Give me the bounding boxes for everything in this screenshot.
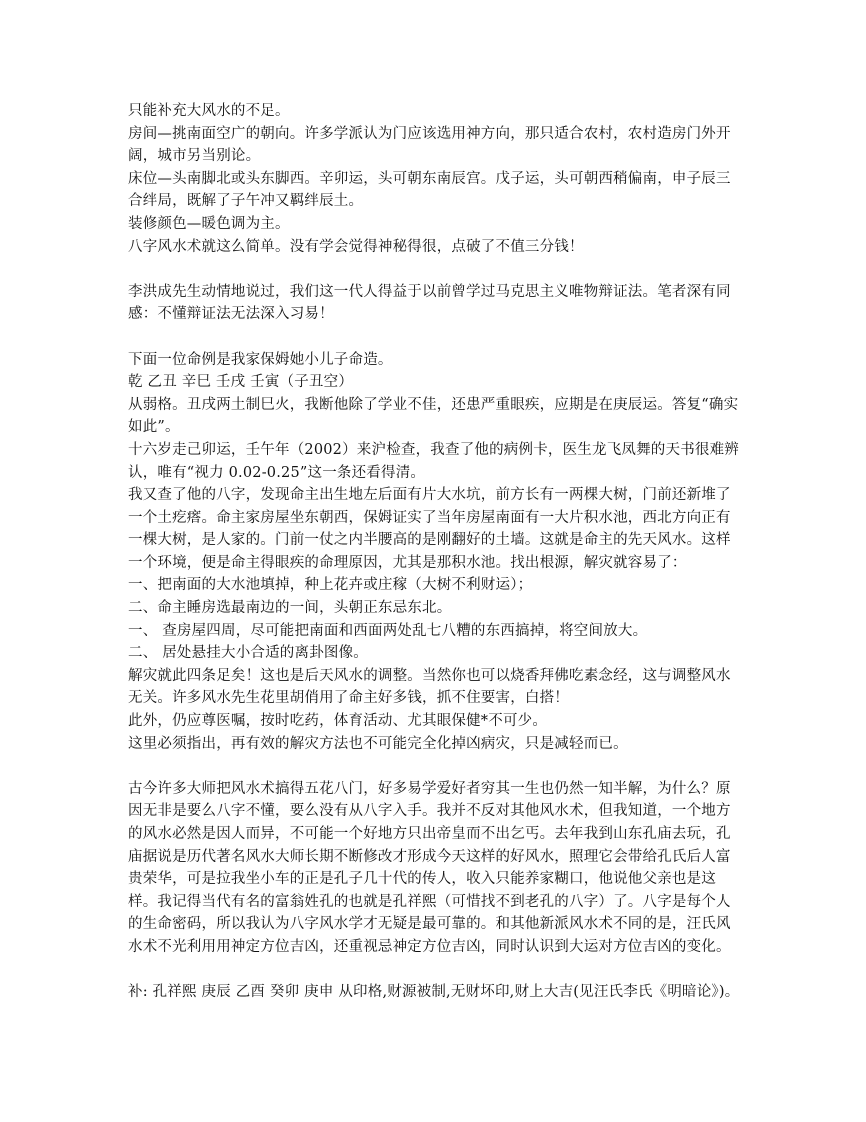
list-item: 一、把南面的大水池填掉，种上花卉或庄稼（大树不利财运）； <box>128 577 533 594</box>
paragraph: 此外，仍应尊医嘱，按时吃药，体育活动、尤其眼保健*不可少。 <box>128 713 548 730</box>
paragraph: 我又查了他的八字，发现命主出生地左后面有片大水坑，前方长有一两棵大树，门前还新堆了一个土疙瘩。命主家房屋坐东朝西，保姆证实了当年房屋南面有一大片积水池，西北方向正有一棵大树，是人家的。门前一仗之内半腰高的是刚翻好的土墙。这就是命主的先天风水。这样一个环境，便是命主得眼疾的命理原因，尤其是那积水池。找出根源，解灾就容易了： <box>128 487 731 571</box>
document-page <box>128 100 744 1004</box>
paragraph: 八字风水术就这么简单。没有学会觉得神秘得很，点破了不值三分钱！ <box>128 238 584 255</box>
paragraph: 解灾就此四条足矣！这也是后天风水的调整。当然你也可以烧香拜佛吃素念经，这与调整风水无关。许多风水先生花里胡俏用了命主好多钱，抓不住要害，白搭！ <box>128 667 731 707</box>
paragraph: 这里必须指出，再有效的解灾方法也不可能完全化掉凶病灾，只是减轻而已。 <box>128 735 628 752</box>
spacer <box>128 959 744 982</box>
paragraph: 下面一位命例是我家保姆她小儿子命造。 <box>128 351 393 368</box>
paragraph: 只能补充大风水的不足。 <box>128 103 290 119</box>
paragraph: 古今许多大师把风水术搞得五花八门，好多易学爱好者穷其一生也仍然一知半解，为什么？原因无非是要么八字不懂，要么没有从八字入手。我并不反对其他风水术，但我知道，一个地方的风水必然是因人而异，不可能一个好地方只出帝皇而不出乞丐。去年我到山东孔庙去玩，孔庙据说是历代著名风水大师长期不断修改才形成今天这样的好风水，照理它会带给孔氏后人富贵荣华，可是拉我坐小车的正是孔子几十代的传人，收入只能养家糊口，他说他父亲也是这样。我记得当代有名的富翁姓孔的也就是孔祥熙（可惜找不到老孔的八字）了。八字是每个人的生命密码，所以我认为八字风水学才无疑是最可靠的。和其他新派风水术不同的是，汪氏风水术不光利用用神定方位吉凶，还重视忌神定方位吉凶，同时认识到大运对方位吉凶的变化。 <box>128 780 731 955</box>
list-item: 一、 查房屋四周，尽可能把南面和西面两处乱七八糟的东西搞掉，将空间放大。 <box>128 622 648 639</box>
paragraph: 床位—头南脚北或头东脚西。辛卯运，头可朝东南辰宫。戊子运，头可朝西稍偏南，申子辰三合绊局，既解了子午冲又羁绊辰土。 <box>128 170 731 210</box>
paragraph: 房间—挑南面空广的朝向。许多学派认为门应该选用神方向，那只适合农村，农村造房门外开阔，城市另当别论。 <box>128 125 731 165</box>
paragraph: 从弱格。丑戌两土制巳火，我断他除了学业不佳，还患严重眼疾，应期是在庚辰运。答复“确实如此”。 <box>128 396 739 436</box>
section-case-study <box>128 349 744 756</box>
section-addendum <box>128 981 744 1004</box>
list-item: 二、 居处悬挂大小合适的离卦图像。 <box>128 645 369 662</box>
section-fengshui-masters <box>128 778 744 959</box>
list-item: 二、命主睡房选最南边的一间，头朝正东忌东北。 <box>128 600 452 617</box>
section-dialectics <box>128 281 744 326</box>
paragraph: 十六岁走己卯运，壬午年（2002）来沪检查，我查了他的病例卡，医生龙飞凤舞的天书很难辨认，唯有“视力 0.02-0.25”这一条还看得清。 <box>128 441 739 481</box>
addendum-note: 补: 孔祥熙 庚辰 乙酉 癸卯 庚申 从印格,财源被制,无财坏印,财上大吉(见汪氏李氏《明暗论》)。 <box>128 984 740 1001</box>
spacer <box>128 326 744 349</box>
spacer <box>128 258 744 281</box>
spacer <box>128 755 744 778</box>
paragraph: 装修颜色—暖色调为主。 <box>128 215 290 232</box>
section-room-layout <box>128 100 744 258</box>
bazi-chart-line: 乾 乙丑 辛巳 壬戌 壬寅（子丑空） <box>128 374 354 391</box>
paragraph: 李洪成先生动情地说过，我们这一代人得益于以前曾学过马克思主义唯物辩证法。笔者深有同感：不懂辩证法无法深入习易！ <box>128 283 731 323</box>
